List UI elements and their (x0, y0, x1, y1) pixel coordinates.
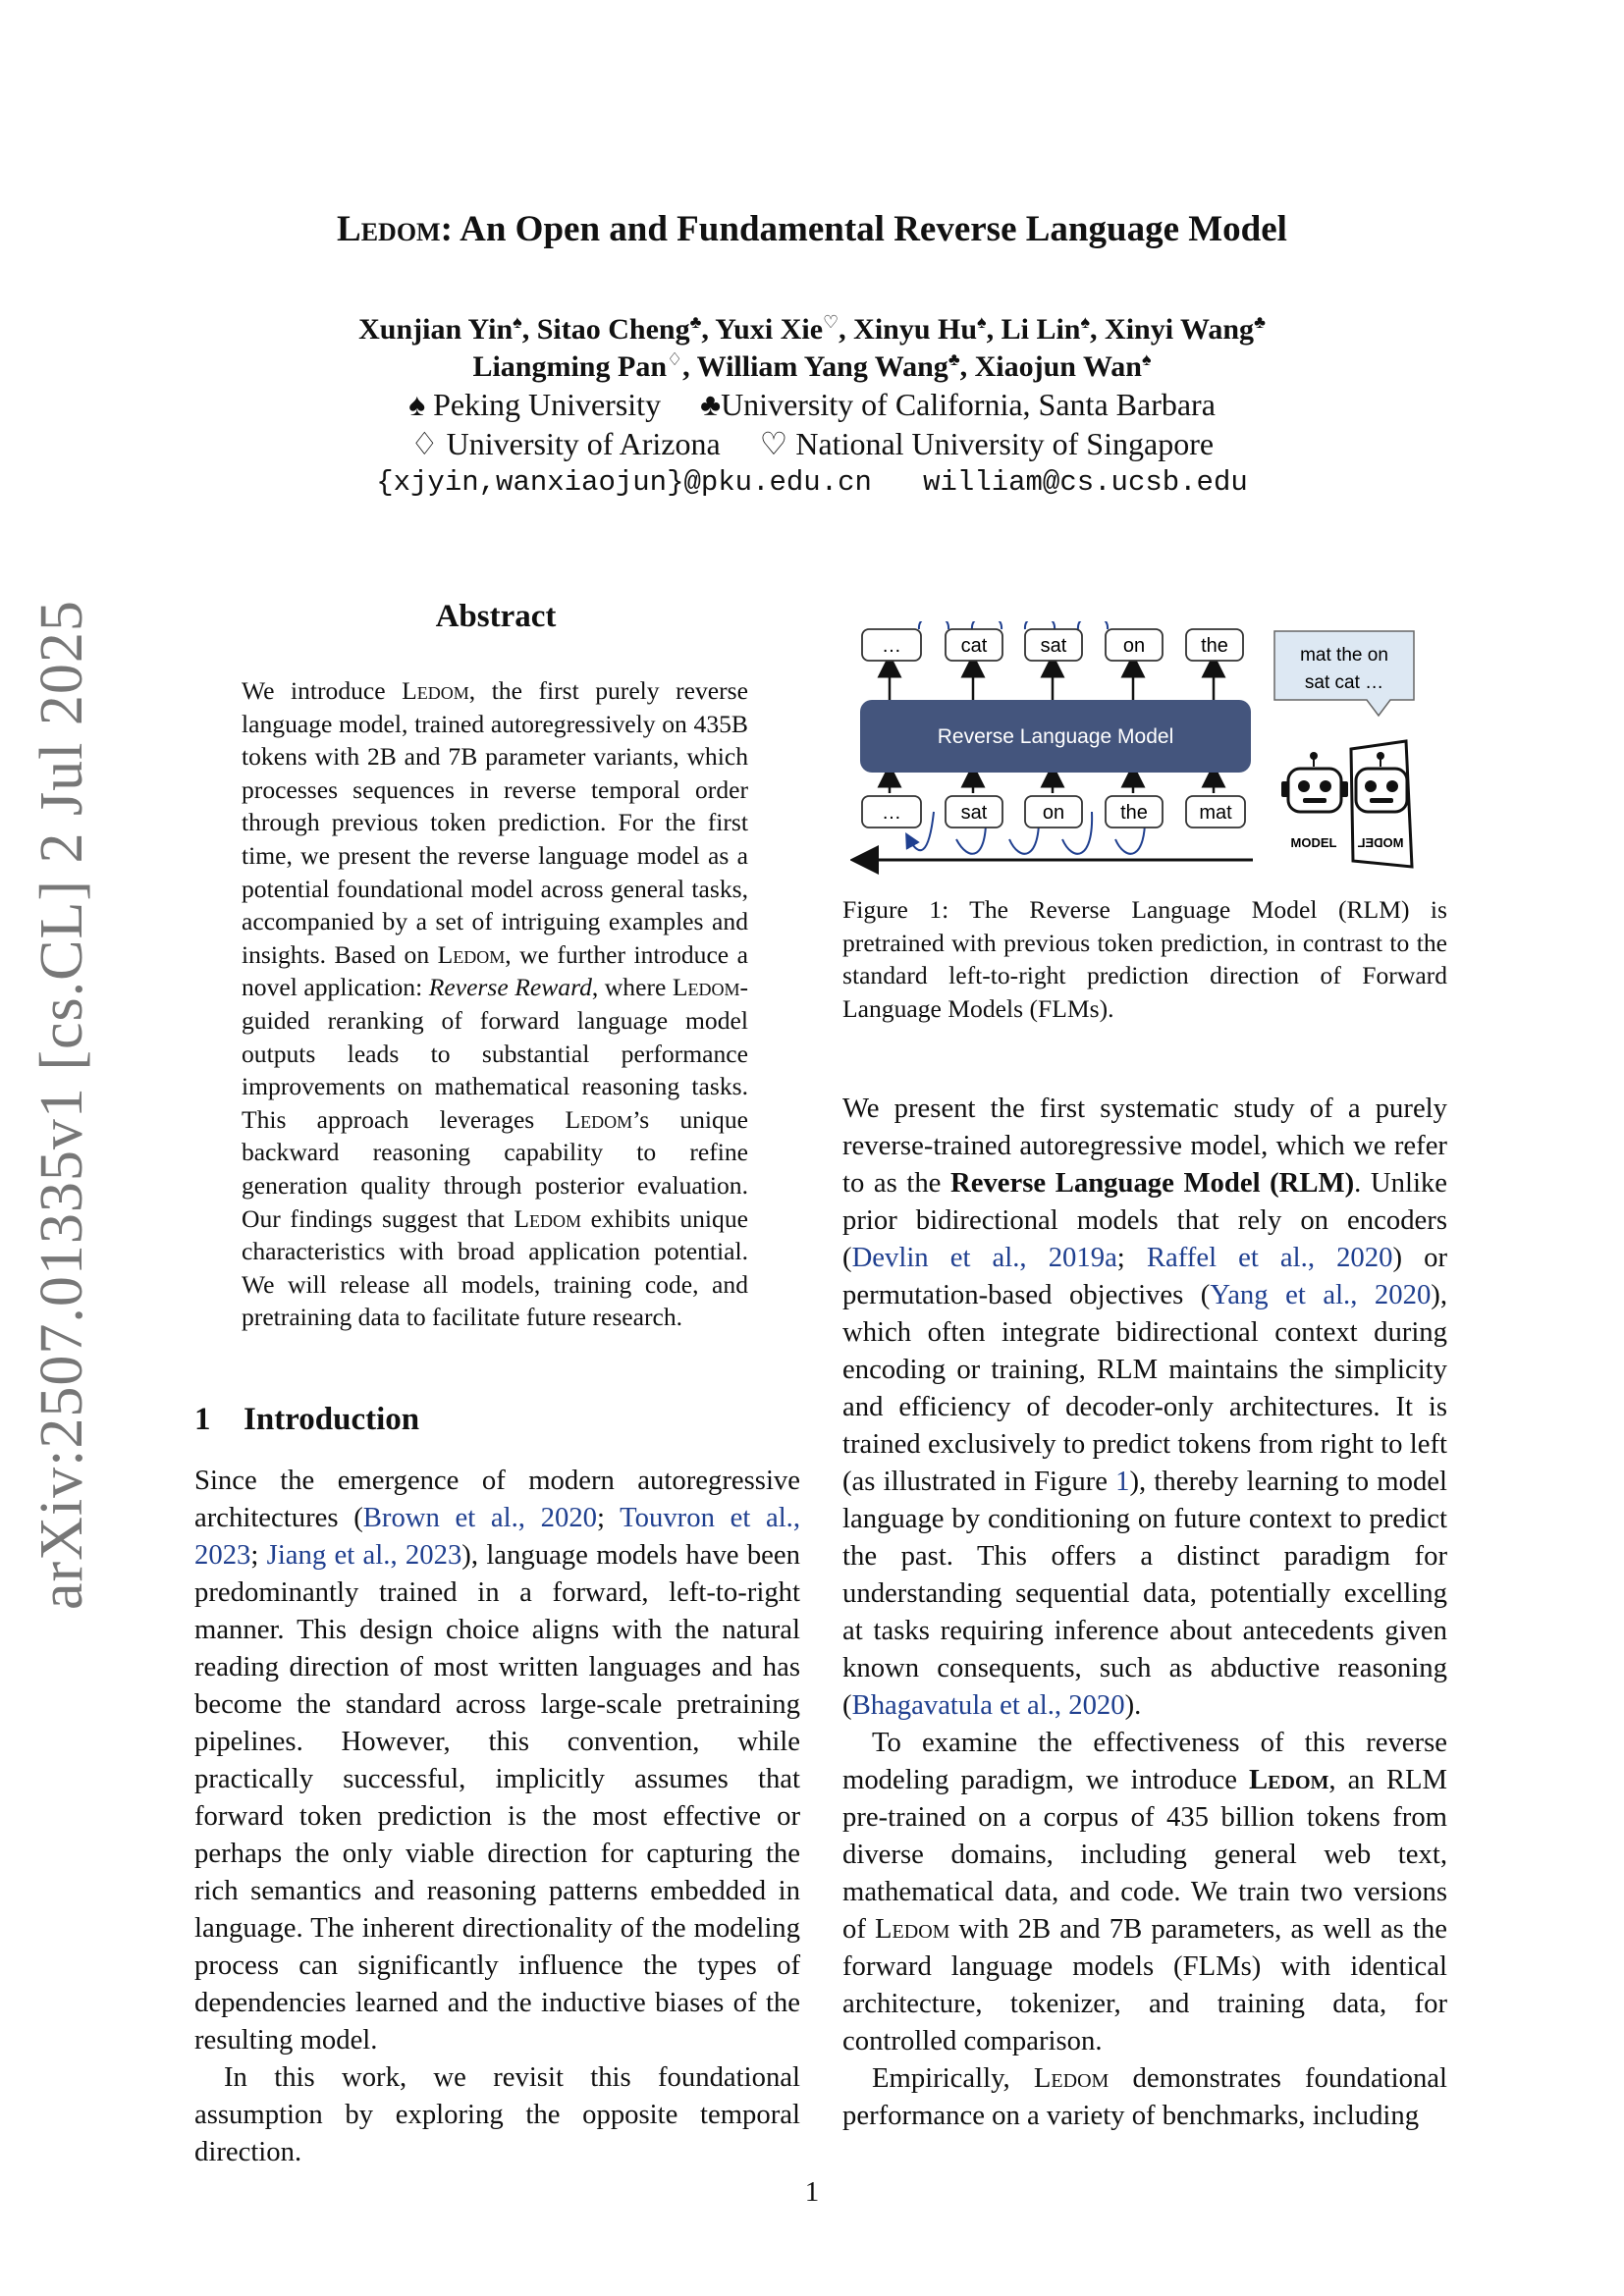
author-emails: {xjyin,wanxiaojun}@pku.edu.cn william@cs.ucsb.edu (376, 466, 1248, 499)
citation-touvron-2023[interactable]: Touvron et al., 2023 (194, 1502, 801, 1571)
author-2: Sitao Cheng♣ (536, 312, 702, 346)
title-rest: : An Open and Fundamental Reverse Language Model (440, 209, 1287, 249)
figure-1-reference[interactable]: 1 (1115, 1466, 1130, 1497)
bottom-token (946, 796, 1002, 828)
svg-text:the: the (1201, 635, 1228, 657)
citation-raffel-2020[interactable]: Raffel et al., 2020 (1146, 1242, 1393, 1273)
citation-devlin-2019a[interactable]: Devlin et al., 2019a (851, 1242, 1117, 1273)
intro-column-left (194, 1462, 800, 2170)
robot-label: MODEL (1290, 835, 1337, 850)
svg-text:on: on (1042, 802, 1065, 824)
paper-title (0, 208, 1624, 250)
arxiv-stamp: arXiv:2507.01335v1 [cs.CL] 2 Jul 2025 (28, 600, 95, 1610)
section-heading-introduction: 1 Introduction (194, 1402, 420, 1437)
affiliations-line-1: ♠ Peking University ♣University of California, Santa Barbara (408, 387, 1216, 422)
citation-yang-2020[interactable]: Yang et al., 2020 (1210, 1279, 1432, 1310)
figure-1-diagram (850, 621, 1428, 875)
svg-text:mat: mat (1199, 802, 1232, 824)
author-5: Li Lin♠ (1001, 312, 1091, 346)
pred-arrow (1025, 621, 1055, 629)
top-token (1106, 629, 1163, 661)
right-paragraph-3: Empirically, Ledom demonstrates foundational performance on a variety of benchmarks, including (842, 2062, 1448, 2131)
right-paragraph-2: To examine the effectiveness of this reverse modeling paradigm, we introduce Ledom, an RLM pre-trained on a corpus of 435 billion tokens from diverse domains, including general web text, mathematical data, and code. We train two versions of Ledom with 2B and 7B parameters, as well as the forward language models (FLMs) with identical architecture, tokenizer, and training data, for controlled comparison. (842, 1727, 1447, 2056)
reverse-language-model-label: Reverse Language Model (937, 725, 1174, 748)
mirror-label: MODEL (1357, 835, 1404, 850)
author-6: Xinyi Wang♣ (1105, 312, 1266, 346)
authors-line-1: Xunjian Yin♠, Sitao Cheng♣, Yuxi Xie♡, Xinyu Hu♠, Li Lin♠, Xinyi Wang♣ (358, 312, 1266, 346)
author-8: William Yang Wang♣ (696, 349, 960, 383)
top-token (946, 629, 1002, 661)
intro-paragraph-1: Since the emergence of modern autoregressive architectures (Brown et al., 2020; Touvron et al., 2023; Jiang et al., 2023), language models have been predominantly trained in a forward, left-to-right manner. This design choice aligns with the natural reading direction of most written languages and has become the standard across large-scale pretraining pipelines. However, this convention, while practically successful, implicitly assumes that forward token prediction is the most effective or perhaps the only viable direction for capturing the rich semantics and reasoning patterns embedded in language. The inherent directionality of the modeling process can significantly influence the types of dependencies learned and the inductive biases of the resulting model. (194, 1465, 801, 2056)
author-7: Liangming Pan♢ (472, 349, 683, 383)
authors-line-2: Liangming Pan♢, William Yang Wang♣, Xiaojun Wan♠ (472, 349, 1152, 383)
top-token (1186, 629, 1243, 661)
citation-jiang-2023[interactable]: Jiang et al., 2023 (266, 1539, 462, 1571)
abstract-heading: Abstract (435, 599, 557, 634)
figure-1-caption: Figure 1: The Reverse Language Model (RLM) is pretrained with previous token prediction, in contrast to the standard left-to-right prediction direction of Forward Language Models (FLMs). (842, 895, 1447, 1023)
pred-arrow (972, 621, 1001, 629)
bottom-token (1106, 796, 1163, 828)
mirror-robot-icon (1351, 741, 1412, 867)
svg-text:sat: sat (960, 802, 988, 824)
robot-icon (1281, 752, 1348, 850)
intro-paragraph-2: In this work, we revisit this foundational assumption by exploring the opposite temporal direction. (194, 2061, 800, 2167)
pred-arrow (919, 621, 948, 629)
bottom-token (862, 796, 921, 828)
bottom-token (1186, 796, 1245, 828)
bottom-token (1025, 796, 1082, 828)
author-1: Xunjian Yin♠ (358, 312, 522, 346)
page-number: 1 (804, 2176, 820, 2208)
affiliations-line-2: ♢ University of Arizona ♡ National University of Singapore (409, 426, 1215, 461)
bottom-token-row (862, 796, 1245, 828)
svg-text:…: … (882, 635, 901, 657)
svg-text:sat cat …: sat cat … (1304, 672, 1384, 693)
citation-brown-2020[interactable]: Brown et al., 2020 (362, 1502, 597, 1533)
author-9: Xiaojun Wan♠ (974, 349, 1152, 383)
top-token (862, 629, 921, 661)
speech-bubble (1274, 631, 1414, 716)
svg-text:mat the on: mat the on (1300, 645, 1388, 666)
svg-text:…: … (882, 802, 901, 824)
author-3: Yuxi Xie♡ (715, 312, 839, 346)
intro-column-right (842, 1090, 1447, 2134)
title-ledom: Ledom (337, 209, 441, 249)
author-4: Xinyu Hu♠ (853, 312, 987, 346)
svg-text:sat: sat (1040, 635, 1067, 657)
svg-text:on: on (1122, 635, 1146, 657)
top-token-row (862, 629, 1243, 661)
citation-bhagavatula-2020[interactable]: Bhagavatula et al., 2020 (851, 1689, 1125, 1721)
svg-text:the: the (1120, 802, 1148, 824)
right-paragraph-1: We present the first systematic study of a purely reverse-trained autoregressive model, which we refer to as the Reverse Language Model (RLM). Unlike prior bidirectional models that rely on encoders (Devlin et al., 2019a; Raffel et al., 2020) or permutation-based objectives (Yang et al., 2020), which often integrate bidirectional context during encoding or training, RLM maintains the simplicity and efficiency of decoder-only architectures. It is trained exclusively to predict tokens from right to left (as illustrated in Figure 1), thereby learning to model language by conditioning on future context to predict the past. This offers a distinct paradigm for understanding sequential data, potentially excelling at tasks requiring inference about antecedents given known consequents, such as abductive reasoning (Bhagavatula et al., 2020). (842, 1093, 1448, 1721)
svg-text:cat: cat (960, 635, 988, 657)
figure-1 (850, 621, 1428, 875)
pred-arrow (1078, 621, 1108, 629)
abstract-body: We introduce Ledom, the first purely reverse language model, trained autoregressively on 435B tokens with 2B and 7B parameter variants, which processes sequences in reverse temporal order through previous token prediction. For the first time, we present the reverse language model as a potential foundational model across general tasks, accompanied by a set of intriguing examples and insights. Based on Ledom, we further introduce a novel application: Reverse Reward, where Ledom-guided reranking of forward language model outputs leads to substantial performance improvements on mathematical reasoning tasks. This approach leverages Ledom’s unique backward reasoning capability to refine generation quality through posterior evaluation. Our findings suggest that Ledom exhibits unique characteristics with broad application potential. We will release all models, training code, and pretraining data to facilitate future research. (242, 676, 749, 1332)
top-token (1025, 629, 1082, 661)
